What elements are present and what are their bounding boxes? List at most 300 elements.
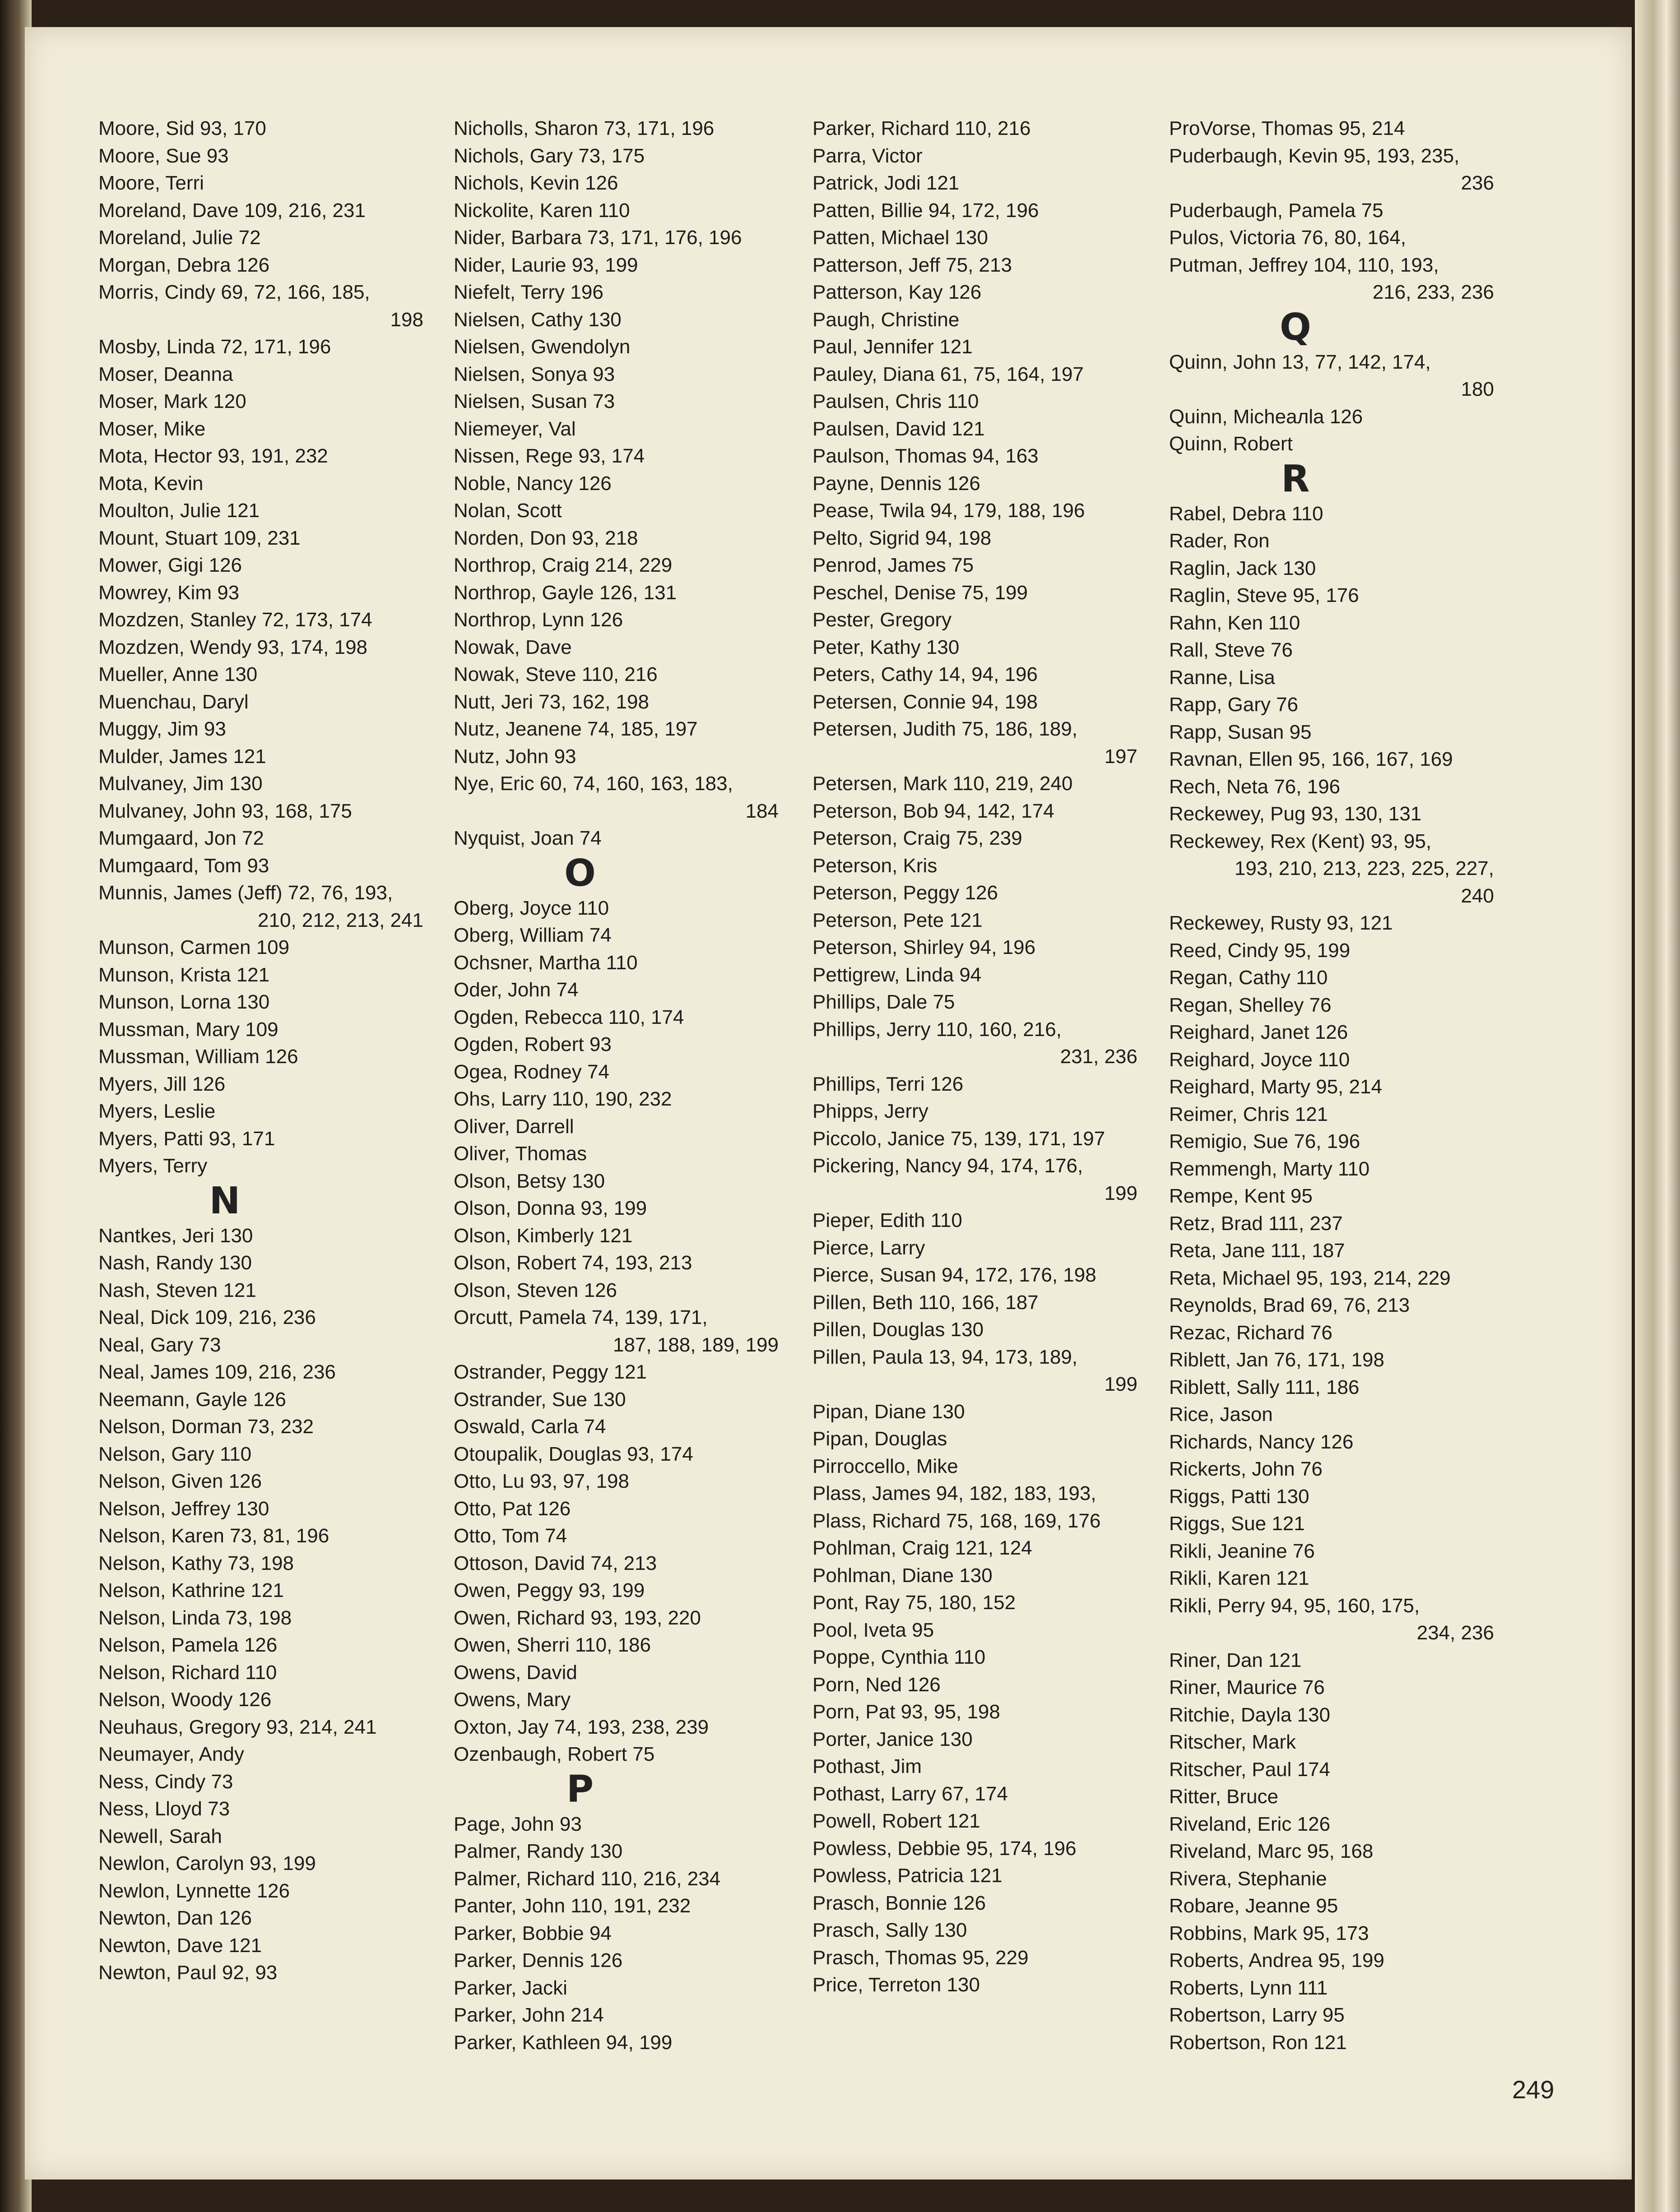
entry-pages: 93, 199	[244, 1852, 316, 1874]
entry-pages: 196	[565, 281, 603, 303]
index-entry	[812, 1726, 1156, 1754]
entry-name: Petersen, Connie	[812, 690, 966, 713]
index-entry	[98, 1959, 441, 1987]
index-entry	[1169, 1210, 1512, 1238]
entry-name: Riveland, Marc	[1169, 1840, 1302, 1862]
entry-name: Poppe, Cynthia	[812, 1646, 948, 1668]
index-entry	[98, 716, 441, 743]
index-entry	[98, 197, 441, 225]
entry-pages-continued: 199	[1104, 1182, 1137, 1204]
index-entry	[454, 2002, 797, 2029]
page-number: 249	[1512, 2075, 1555, 2104]
entry-name: Ostrander, Sue	[454, 1388, 587, 1411]
section-letter: Q	[1280, 305, 1311, 349]
index-entry	[454, 1714, 797, 1741]
index-entry	[1169, 910, 1512, 937]
entry-name: Parker, Bobbie	[454, 1922, 584, 1944]
entry-pages: 93, 95,	[1365, 830, 1432, 852]
entry-name: Ostrander, Peggy	[454, 1361, 608, 1383]
entry-name: Orcutt, Pamela	[454, 1306, 586, 1328]
entry-pages: 130	[231, 991, 270, 1013]
entry-name: Paulsen, Chris	[812, 390, 942, 412]
index-entry	[98, 143, 441, 170]
entry-pages: 73, 162, 198	[533, 690, 649, 713]
entry-pages: 93	[584, 1033, 612, 1055]
entry-name: Phillips, Terri	[812, 1073, 925, 1095]
index-entry	[1169, 1811, 1512, 1838]
entry-name: Moore, Sid	[98, 117, 195, 139]
entry-pages: 94, 179, 188, 196	[924, 500, 1085, 522]
index-entry	[812, 579, 1156, 607]
entry-name: Newlon, Lynnette	[98, 1879, 251, 1902]
entry-pages: 69, 76, 213	[1304, 1294, 1410, 1316]
entry-name: Prasch, Sally	[812, 1919, 928, 1941]
entry-pages: 94, 198	[966, 690, 1038, 713]
entry-name: Nissen, Rege	[454, 445, 573, 467]
entry-pages: 130	[584, 1840, 623, 1862]
entry-pages: 110, 166, 187	[913, 1291, 1039, 1314]
entry-pages-continued: 180	[1461, 378, 1494, 400]
index-entry	[1169, 1374, 1512, 1402]
index-entry	[812, 1480, 1156, 1508]
entry-name: Reta, Jane	[1169, 1240, 1265, 1262]
index-entry	[1169, 1074, 1512, 1101]
entry-pages: 126	[1309, 1021, 1348, 1043]
entry-name: Ranne, Lisa	[1169, 666, 1275, 689]
index-entry	[454, 1632, 797, 1659]
index-entry	[1169, 1128, 1512, 1156]
index-entry	[98, 1071, 441, 1098]
entry-name: Nider, Barbara	[454, 227, 582, 249]
entry-name: Peterson, Kris	[812, 854, 937, 877]
index-entry	[1169, 1456, 1512, 1483]
entry-name: Newlon, Carolyn	[98, 1852, 244, 1874]
entry-pages: 74	[584, 924, 612, 946]
entry-pages: 74, 193, 213	[576, 1252, 692, 1274]
entry-name: Phillips, Dale	[812, 991, 928, 1013]
entry-pages: 95	[1284, 721, 1312, 743]
entry-name: Paulson, Thomas	[812, 445, 967, 467]
entry-name: Payne, Dennis	[812, 472, 942, 495]
entry-name: Oberg, William	[454, 924, 584, 946]
entry-name: Moreland, Dave	[98, 199, 239, 222]
entry-name: Phillips, Jerry	[812, 1018, 931, 1041]
index-entry	[454, 922, 797, 949]
entry-name: Neuhaus, Gregory	[98, 1716, 261, 1738]
entry-pages: 95	[1317, 2004, 1345, 2026]
entry-name: Otto, Tom	[454, 1525, 539, 1547]
index-entry	[98, 1686, 441, 1714]
index-column-2	[454, 115, 797, 2056]
entry-pages: 73	[202, 1798, 230, 1820]
entry-pages: 121	[946, 417, 985, 440]
entry-pages: 75	[927, 991, 955, 1013]
entry-name: Mulvaney, John	[98, 800, 236, 822]
index-entry	[812, 934, 1156, 962]
index-entry	[812, 1835, 1156, 1863]
index-entry	[454, 976, 797, 1004]
entry-pages: 93	[201, 144, 229, 167]
entry-pages: 110	[600, 951, 638, 974]
entry-name: Moore, Sue	[98, 144, 201, 167]
entry-name: Nash, Steven	[98, 1279, 218, 1301]
entry-pages: 130	[926, 1400, 965, 1423]
index-entry	[98, 962, 441, 989]
entry-name: Pierce, Larry	[812, 1236, 925, 1259]
entry-name: Riner, Maurice	[1169, 1676, 1297, 1698]
entry-pages-continued: 193, 210, 213, 223, 225, 227,	[1234, 857, 1494, 879]
entry-pages: 94, 163	[966, 445, 1039, 467]
entry-pages: 121	[221, 500, 260, 522]
entry-pages: 74	[551, 979, 579, 1001]
entry-pages-continued: 199	[1104, 1373, 1137, 1395]
index-entry	[454, 252, 797, 279]
entry-name: Pieper, Edith	[812, 1209, 925, 1231]
entry-pages: 93, 193, 220	[585, 1606, 701, 1629]
entry-pages: 110	[1332, 1157, 1370, 1180]
entry-pages: 110, 191, 232	[565, 1895, 691, 1917]
index-entry	[1169, 1565, 1512, 1592]
entry-pages: 130	[213, 1252, 252, 1274]
entry-pages: 93, 218	[566, 527, 638, 549]
entry-pages-continued: 234, 236	[1416, 1622, 1494, 1644]
entry-name: Olson, Robert	[454, 1252, 576, 1274]
entry-pages: 111, 186	[1279, 1376, 1360, 1398]
entry-pages: 126	[1314, 1430, 1354, 1453]
index-entry	[98, 1016, 441, 1044]
entry-pages: 76	[1297, 1676, 1325, 1698]
index-entry	[454, 825, 797, 852]
entry-name: Northrop, Gayle	[454, 581, 594, 604]
entry-name: Ochsner, Martha	[454, 951, 601, 974]
entry-name: Oxton, Jay	[454, 1716, 549, 1738]
entry-pages: 126	[924, 1073, 964, 1095]
entry-name: Rech, Neta	[1169, 775, 1269, 798]
index-entry	[812, 388, 1156, 416]
entry-name: Pipan, Diane	[812, 1400, 926, 1423]
index-entry	[1169, 143, 1512, 170]
entry-pages: 126	[238, 1634, 278, 1656]
entry-name: Panter, John	[454, 1895, 566, 1917]
entry-name: Paulsen, David	[812, 417, 946, 440]
entry-name: Ravnan, Ellen	[1169, 748, 1293, 770]
entry-pages: 121	[934, 336, 973, 358]
index-entry	[98, 1386, 441, 1414]
entry-name: Pillen, Paula	[812, 1346, 923, 1368]
index-entry	[812, 1016, 1156, 1044]
index-entry	[812, 1453, 1156, 1481]
entry-name: Mota, Kevin	[98, 472, 204, 495]
index-entry	[812, 1890, 1156, 1917]
entry-name: Ogea, Rodney	[454, 1060, 582, 1083]
entry-name: Peterson, Peggy	[812, 882, 960, 904]
entry-pages: 72, 76, 193,	[282, 882, 393, 904]
entry-pages: 93, 174, 198	[251, 636, 368, 658]
entry-name: Quinn, Micheалla	[1169, 405, 1324, 428]
entry-pages: 110, 216	[576, 663, 658, 685]
index-entry	[98, 252, 441, 279]
entry-pages: 126	[223, 1470, 262, 1492]
index-entry	[812, 1753, 1156, 1781]
entry-name: Reighard, Marty	[1169, 1076, 1311, 1098]
entry-pages: 126	[1291, 1813, 1331, 1835]
index-entry	[812, 879, 1156, 907]
entry-name: Pester, Gregory	[812, 609, 952, 631]
entry-pages: 60, 74, 160, 163, 183,	[534, 773, 733, 795]
entry-pages: 111, 187	[1265, 1240, 1345, 1262]
entry-pages: 130	[954, 1564, 993, 1587]
entry-name: Prasch, Bonnie	[812, 1892, 947, 1914]
entry-pages: 75, 239	[950, 827, 1022, 849]
entry-name: Roberts, Lynn	[1169, 1976, 1292, 1999]
entry-name: Ozenbaugh, Robert	[454, 1743, 627, 1765]
entry-name: Newell, Sarah	[98, 1825, 222, 1847]
index-entry	[1169, 1292, 1512, 1319]
entry-name: Myers, Patti	[98, 1127, 204, 1150]
entry-pages: 93	[548, 745, 576, 768]
entry-name: Mussman, Mary	[98, 1018, 240, 1041]
index-entry	[812, 333, 1156, 361]
entry-name: Owens, David	[454, 1661, 577, 1684]
entry-pages: 110, 216	[949, 117, 1031, 139]
entry-pages: 75	[946, 554, 974, 576]
entry-name: Niemeyer, Val	[454, 417, 576, 440]
index-entry	[98, 497, 441, 525]
entry-pages: 109, 231	[218, 527, 301, 549]
index-entry	[454, 1838, 797, 1865]
index-entry	[812, 770, 1156, 798]
entry-pages: 74	[578, 1416, 606, 1438]
entry-name: Munson, Carmen	[98, 936, 251, 958]
index-entry	[1169, 1156, 1512, 1183]
index-entry	[98, 852, 441, 880]
entry-name: Moser, Mike	[98, 417, 206, 440]
index-entry	[454, 1140, 797, 1168]
entry-pages: 76, 80, 164,	[1295, 227, 1406, 249]
entry-name: Olson, Steven	[454, 1279, 579, 1301]
entry-name: Moore, Terri	[98, 172, 204, 194]
entry-name: Riner, Dan	[1169, 1649, 1263, 1671]
index-entry	[812, 1508, 1156, 1535]
entry-pages: 130	[928, 1919, 967, 1941]
entry-name: Reynolds, Brad	[1169, 1294, 1305, 1316]
index-entry	[812, 1098, 1156, 1125]
entry-pages: 93, 168, 175	[236, 800, 352, 822]
entry-name: Rall, Steve	[1169, 639, 1265, 661]
entry-name: Oswald, Carla	[454, 1416, 579, 1438]
entry-name: Reighard, Janet	[1169, 1021, 1309, 1043]
entry-pages: 94, 174, 176,	[961, 1155, 1083, 1177]
entry-name: Piccolo, Janice	[812, 1127, 945, 1150]
entry-name: Patterson, Kay	[812, 281, 943, 303]
entry-name: Puderbaugh, Pamela	[1169, 199, 1356, 222]
entry-pages: 95, 174, 196	[960, 1837, 1077, 1860]
entry-pages: 93, 199	[573, 1579, 645, 1601]
entry-name: Mount, Stuart	[98, 527, 218, 549]
index-entry	[1169, 349, 1512, 376]
index-entry	[1169, 197, 1512, 225]
entry-pages: 121	[594, 1224, 633, 1247]
entry-pages: 93, 214, 241	[260, 1716, 377, 1738]
index-entry	[1169, 1975, 1512, 2002]
entry-pages: 130	[587, 1388, 626, 1411]
entry-pages: 93	[241, 854, 269, 877]
entry-pages: 126	[247, 1388, 286, 1411]
entry-pages: 74	[581, 1060, 609, 1083]
index-entry	[98, 170, 441, 197]
entry-name: Powell, Robert	[812, 1810, 942, 1832]
index-entry	[1169, 1756, 1512, 1784]
entry-pages: 121	[920, 172, 960, 194]
entry-pages: 95, 168	[1301, 1840, 1374, 1862]
index-entry	[1169, 1483, 1512, 1511]
entry-name: Pont, Ray	[812, 1592, 900, 1614]
entry-name: Riveland, Eric	[1169, 1813, 1292, 1835]
entry-pages: 92, 93	[216, 1962, 278, 1984]
entry-name: Ritscher, Paul	[1169, 1758, 1292, 1781]
entry-pages: 126	[251, 1879, 290, 1902]
index-entry	[1169, 1183, 1512, 1210]
index-entry	[1169, 1101, 1512, 1129]
index-entry	[98, 416, 441, 443]
entry-pages: 93, 130, 131	[1305, 803, 1422, 825]
entry-name: Peters, Cathy	[812, 663, 933, 685]
index-entry	[98, 525, 441, 552]
index-entry	[812, 443, 1156, 470]
entry-name: Moulton, Julie	[98, 500, 221, 522]
entry-pages: 130	[223, 773, 263, 795]
entry-pages-continued: 210, 212, 213, 241	[258, 909, 423, 931]
index-entry	[1169, 1920, 1512, 1948]
index-entry	[812, 1289, 1156, 1317]
entry-pages: 110	[1286, 502, 1323, 525]
entry-pages: 110	[925, 1209, 962, 1231]
entry-pages: 73	[587, 390, 615, 412]
entry-name: Mumgaard, Tom	[98, 854, 242, 877]
entry-pages: 93	[554, 1813, 582, 1835]
entry-name: Neumayer, Andy	[98, 1743, 244, 1765]
index-entry	[812, 1917, 1156, 1944]
entry-name: Nutt, Jeri	[454, 690, 534, 713]
index-entry	[812, 1808, 1156, 1835]
index-entry	[454, 1741, 797, 1768]
index-entry	[454, 279, 797, 306]
index-entry	[812, 1944, 1156, 1972]
index-entry	[454, 661, 797, 689]
entry-pages: 174	[1291, 1758, 1331, 1781]
index-entry	[98, 1441, 441, 1468]
entry-name: Rikli, Karen	[1169, 1567, 1271, 1589]
entry-pages: 94	[584, 1922, 612, 1944]
entry-pages: 95	[1310, 1895, 1338, 1917]
index-entry	[98, 879, 441, 907]
entry-name: Northrop, Lynn	[454, 609, 585, 631]
index-entry	[454, 1522, 797, 1550]
entry-pages: 76	[1295, 1458, 1323, 1480]
index-entry	[812, 1781, 1156, 1808]
index-entry	[1169, 2002, 1512, 2029]
index-entry	[812, 170, 1156, 197]
entry-pages: 72	[236, 827, 264, 849]
index-entry	[1169, 1647, 1512, 1675]
entry-name: Rice, Jason	[1169, 1403, 1273, 1425]
entry-pages: 121, 124	[949, 1537, 1032, 1559]
entry-pages: 121	[1262, 1649, 1302, 1671]
entry-pages: 76	[1265, 639, 1293, 661]
index-entry	[98, 1304, 441, 1332]
section-letter: R	[1281, 457, 1310, 500]
entry-name: Morgan, Debra	[98, 254, 231, 276]
entry-pages: 126	[232, 1689, 272, 1711]
index-entry	[1169, 1838, 1512, 1865]
entry-name: Pickering, Nancy	[812, 1155, 962, 1177]
entry-pages: 126	[578, 1279, 617, 1301]
entry-name: Neal, Gary	[98, 1333, 194, 1356]
entry-name: Quinn, John	[1169, 351, 1276, 373]
entry-pages-continued: 198	[390, 308, 423, 331]
entry-pages: 130	[934, 1728, 973, 1750]
entry-name: Riggs, Sue	[1169, 1513, 1267, 1535]
entry-pages: 121	[218, 1279, 256, 1301]
entry-pages: 69, 72, 166, 185,	[215, 281, 370, 303]
entry-name: Peterson, Bob	[812, 800, 938, 822]
entry-name: Nutz, Jeanene	[454, 718, 582, 740]
entry-pages: 126	[1324, 405, 1363, 428]
index-entry	[454, 443, 797, 470]
entry-name: Olson, Kimberly	[454, 1224, 594, 1247]
entry-pages: 120	[208, 390, 246, 412]
entry-pages: 126, 131	[594, 581, 677, 604]
entry-name: Oberg, Joyce	[454, 897, 572, 919]
index-entry	[454, 634, 797, 662]
entry-pages: 130	[230, 1497, 269, 1520]
index-entry	[454, 497, 797, 525]
index-entry	[98, 579, 441, 607]
entry-name: Ness, Lloyd	[98, 1798, 202, 1820]
entry-pages: 121	[223, 1934, 262, 1957]
index-entry	[812, 825, 1156, 852]
entry-pages-continued: 240	[1461, 884, 1494, 907]
entry-name: Owen, Sherri	[454, 1634, 570, 1656]
entry-pages: 73, 175	[573, 144, 645, 167]
entry-name: Pillen, Douglas	[812, 1319, 945, 1341]
entry-pages: 93, 199	[575, 1197, 647, 1219]
entry-name: Moreland, Julie	[98, 227, 233, 249]
index-entry	[98, 333, 441, 361]
entry-name: Rempe, Kent	[1169, 1185, 1285, 1207]
entry-pages: 110, 174	[603, 1006, 684, 1028]
entry-name: Remmengh, Marty	[1169, 1157, 1332, 1180]
entry-name: Pulos, Victoria	[1169, 227, 1296, 249]
entry-pages: 130	[1291, 1703, 1331, 1726]
entry-name: Nickolite, Karen	[454, 199, 593, 222]
index-entry	[454, 1113, 797, 1141]
entry-pages: 72, 171, 196	[215, 336, 331, 358]
entry-pages: 111, 237	[1262, 1212, 1343, 1235]
entry-pages: 130	[920, 636, 960, 658]
index-entry	[454, 416, 797, 443]
entry-pages: 76	[1304, 994, 1332, 1016]
index-entry	[812, 1589, 1156, 1617]
entry-pages: 93, 174	[573, 445, 645, 467]
entry-pages: 95	[906, 1619, 934, 1641]
entry-name: Nelson, Kathy	[98, 1552, 222, 1574]
index-entry	[812, 1671, 1156, 1699]
index-entry	[454, 770, 797, 798]
index-entry	[812, 1235, 1156, 1262]
entry-pages: 110, 160, 216,	[930, 1018, 1062, 1041]
index-entry	[812, 1971, 1156, 1999]
